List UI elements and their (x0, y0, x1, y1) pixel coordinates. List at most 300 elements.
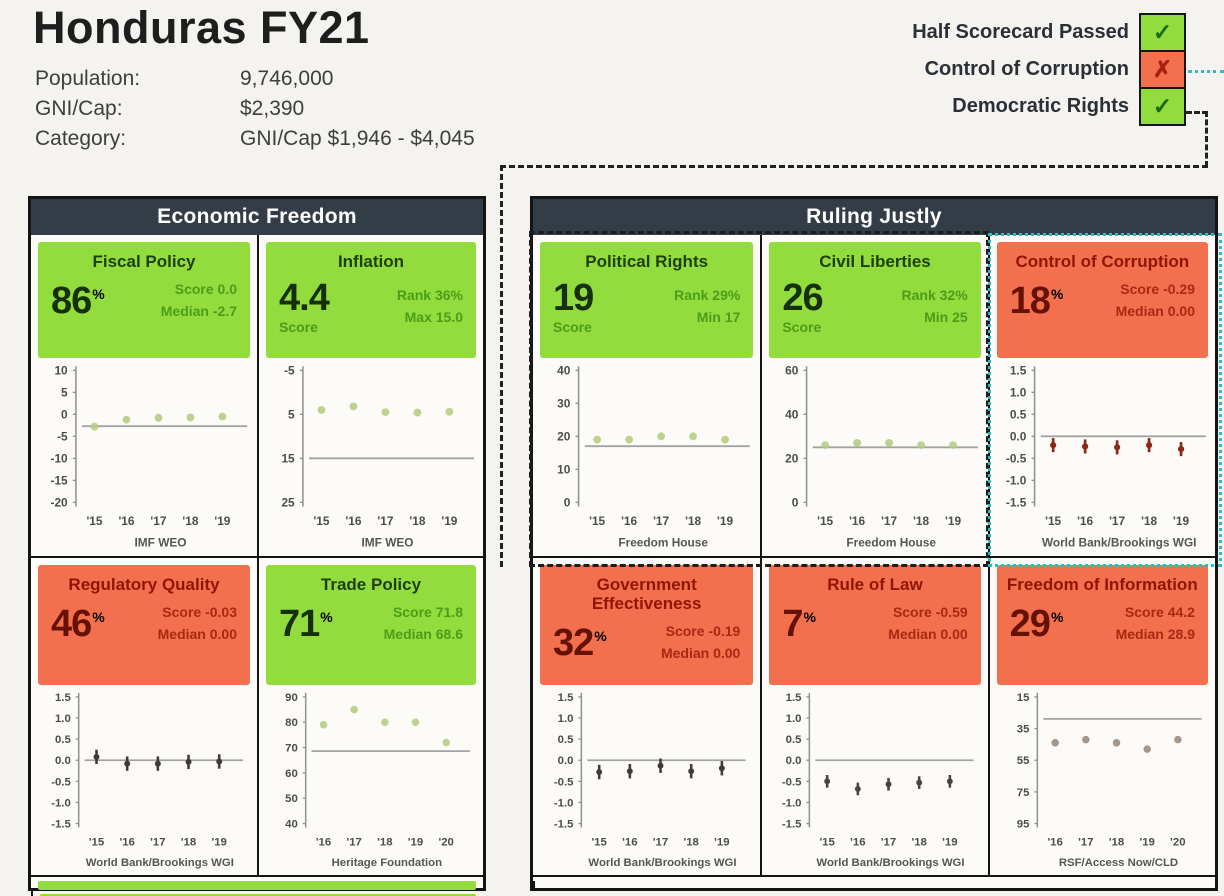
data-point (822, 441, 830, 449)
data-point (350, 402, 358, 410)
indicator-stat-line: Median 0.00 (888, 625, 968, 642)
indicator-stat-lines (1116, 602, 1195, 645)
data-point (155, 761, 161, 767)
sliver-cell (533, 885, 1215, 889)
x-tick-label: '17 (652, 836, 669, 849)
source-label: RSF/Access Now/CLD (1058, 857, 1178, 870)
percentile-suffix: % (92, 608, 105, 625)
badge-row-control-of-corruption (912, 50, 1186, 89)
indicator-stat-line: Median 0.00 (157, 625, 237, 642)
data-point (949, 441, 957, 449)
x-tick-label: '15 (817, 514, 834, 529)
x-tick-label: '16 (119, 836, 135, 849)
x-tick-label: '15 (88, 836, 105, 849)
data-point (186, 759, 192, 765)
indicator-stat-line: Score -0.19 (665, 623, 741, 640)
y-tick-label: -0.5 (782, 776, 802, 789)
data-point (596, 769, 602, 775)
indicator-card-regulatory-quality (38, 565, 250, 685)
source-label: IMF WEO (134, 535, 187, 550)
control-of-corruption-connector-line (1188, 70, 1224, 73)
data-point (318, 406, 326, 414)
indicator-cell-civil-liberties (760, 235, 987, 556)
data-point (412, 718, 420, 726)
x-tick-label: '15 (591, 836, 607, 849)
x-tick-label: '18 (182, 514, 199, 529)
indicator-title: Government Effectiveness (591, 575, 702, 614)
x-tick-label: '19 (1139, 836, 1155, 849)
indicator-value-block (782, 602, 816, 645)
x-tick-label: '20 (438, 836, 454, 849)
y-tick-label: -1.5 (51, 818, 71, 831)
democratic-rights-connector-line (1205, 111, 1208, 167)
indicator-cell-fiscal-policy (31, 235, 257, 556)
data-point (155, 414, 163, 422)
source-label: Freedom House (846, 535, 937, 550)
y-tick-label: 90 (285, 691, 298, 704)
chart-regulatory-quality (31, 685, 257, 875)
chart-rule-of-law (762, 685, 987, 875)
y-tick-label: 0.5 (54, 734, 71, 747)
data-point (445, 408, 453, 416)
y-tick-label: -1.0 (782, 797, 802, 810)
indicator-card-government-effectiveness (540, 565, 753, 685)
check-icon: ✓ (1139, 13, 1186, 52)
y-tick-label: 1.5 (54, 691, 71, 704)
x-tick-label: '18 (1108, 836, 1124, 849)
y-tick-label: -5 (57, 429, 68, 444)
data-point (1114, 444, 1120, 450)
x-tick-label: '17 (150, 514, 167, 529)
chart-civil-liberties (762, 358, 987, 556)
data-point (381, 718, 389, 726)
x-tick-label: '18 (409, 514, 426, 529)
data-point (721, 436, 729, 444)
y-tick-label: -15 (50, 473, 68, 488)
data-point (414, 409, 422, 417)
indicator-value (553, 277, 594, 320)
indicator-number: 46 (51, 602, 92, 645)
y-tick-label: 10 (54, 363, 68, 378)
y-tick-label: 10 (557, 462, 571, 477)
x-tick-label: '15 (86, 514, 103, 529)
next-row-sliver (31, 875, 483, 888)
sparkline-chart (764, 360, 985, 556)
data-point (1082, 443, 1088, 449)
indicator-cell-rule-of-law (760, 558, 987, 875)
indicator-cell-control-of-corruption (988, 235, 1215, 556)
y-tick-label: 60 (785, 363, 799, 378)
y-tick-label: 1.5 (785, 691, 802, 704)
x-tick-label: '16 (849, 514, 866, 529)
y-tick-label: 0.0 (54, 755, 71, 768)
indicator-body (550, 279, 743, 335)
y-tick-label: 0 (792, 495, 799, 510)
y-tick-label: 0 (61, 407, 68, 422)
indicator-body (276, 602, 466, 645)
x-tick-label: '18 (911, 836, 928, 849)
indicator-value-block (1009, 602, 1064, 645)
y-tick-label: -10 (50, 451, 68, 466)
indicator-card-fiscal-policy (38, 242, 250, 358)
y-tick-label: 0.0 (785, 755, 802, 768)
data-point (688, 768, 694, 774)
data-point (854, 439, 862, 447)
x-tick-label: '15 (313, 514, 330, 529)
percentile-suffix: % (1050, 608, 1064, 625)
indicator-value (1009, 602, 1064, 645)
y-tick-label: -0.5 (51, 776, 71, 789)
info-row-gni (35, 94, 475, 124)
data-point (886, 781, 892, 787)
x-tick-label: '16 (1047, 836, 1063, 849)
data-point (382, 408, 390, 416)
y-tick-label: 40 (285, 818, 298, 831)
data-point (627, 768, 633, 774)
indicator-value (553, 621, 607, 664)
x-tick-label: '17 (653, 514, 670, 529)
y-tick-label: 0.0 (1009, 429, 1026, 444)
info-label: GNI/Cap: (35, 97, 123, 120)
chart-political-rights (533, 358, 760, 556)
y-tick-label: 20 (557, 429, 571, 444)
indicator-title: Civil Liberties (819, 252, 931, 271)
indicator-body (276, 279, 466, 335)
x-tick-label: '16 (622, 836, 638, 849)
info-label: Population: (35, 67, 141, 90)
y-tick-label: 40 (785, 407, 799, 422)
card-wrap (259, 558, 483, 685)
card-wrap (762, 235, 987, 358)
y-tick-label: -1.5 (553, 818, 574, 831)
indicator-stat-line: Score 0.0 (174, 281, 237, 298)
sparkline-chart (764, 687, 985, 875)
card-wrap (533, 558, 760, 685)
x-tick-label: '16 (118, 514, 135, 529)
indicator-cell-freedom-of-information (988, 558, 1215, 875)
indicator-stat-lines (902, 285, 968, 328)
y-tick-label: 1.0 (785, 712, 802, 725)
x-tick-label: '18 (685, 514, 702, 529)
data-point (1082, 736, 1090, 744)
indicator-title: Regulatory Quality (68, 575, 220, 594)
x-tick-label: '17 (881, 836, 897, 849)
badge-row-half-scorecard (912, 13, 1186, 52)
data-point (350, 706, 358, 714)
x-tick-label: '18 (1140, 514, 1157, 529)
data-point (1050, 442, 1056, 448)
summary-badges (912, 13, 1186, 126)
y-tick-label: 15 (1016, 691, 1030, 704)
y-tick-label: 50 (285, 793, 298, 806)
x-tick-label: '16 (621, 514, 638, 529)
y-tick-label: 0.5 (785, 734, 802, 747)
percentile-suffix: % (1050, 285, 1064, 302)
indicator-stat-lines (1116, 279, 1195, 322)
x-icon: ✗ (1139, 50, 1186, 89)
democratic-rights-connector-line (500, 165, 1208, 168)
indicator-number: 26 (782, 277, 823, 320)
y-tick-label: 1.5 (1009, 363, 1026, 378)
indicator-value (782, 277, 823, 320)
indicator-stat-line: Score 71.8 (392, 604, 463, 621)
data-point (94, 754, 100, 760)
y-tick-label: 5 (288, 407, 295, 422)
card-wrap (990, 558, 1215, 685)
section-economic-freedom (28, 196, 486, 891)
x-tick-label: '20 (1169, 836, 1186, 849)
x-tick-label: '17 (1108, 514, 1125, 529)
card-wrap (259, 235, 483, 358)
page-title: Honduras FY21 (33, 2, 370, 53)
indicator-stat-line: Min 17 (696, 309, 741, 326)
x-tick-label: '16 (1076, 514, 1093, 529)
x-tick-label: '18 (180, 836, 197, 849)
sparkline-chart (261, 687, 481, 875)
indicator-stat-lines (888, 602, 967, 645)
percentile-suffix: % (594, 627, 607, 644)
indicator-value-block (51, 279, 105, 322)
indicator-stat-line: Score -0.03 (162, 604, 237, 621)
x-tick-label: '15 (1044, 514, 1061, 529)
card-wrap (762, 558, 987, 685)
data-point (123, 416, 131, 424)
sparkline-chart (33, 687, 255, 875)
y-tick-label: 1.0 (1009, 385, 1026, 400)
y-tick-label: -0.5 (553, 776, 574, 789)
indicator-stat-line: Rank 36% (396, 287, 463, 304)
x-tick-label: '18 (913, 514, 930, 529)
indicator-stat-line: Median 28.9 (1115, 625, 1195, 642)
x-tick-label: '19 (717, 514, 734, 529)
y-tick-label: 0.5 (1009, 407, 1026, 422)
sparkline-chart (992, 360, 1213, 556)
indicator-title: Political Rights (585, 252, 709, 271)
democratic-rights-connector-line (1186, 111, 1208, 114)
chart-fiscal-policy (31, 358, 257, 556)
indicator-body (48, 279, 240, 322)
data-point (91, 423, 99, 431)
x-tick-label: '19 (441, 514, 458, 529)
data-point (1143, 745, 1151, 753)
x-tick-label: '19 (1172, 514, 1189, 529)
data-point (1178, 446, 1184, 452)
x-tick-label: '18 (683, 836, 699, 849)
y-tick-label: 0 (563, 495, 571, 510)
indicator-card-trade-policy (266, 565, 476, 685)
data-point (218, 413, 226, 421)
x-tick-label: '17 (346, 836, 362, 849)
next-card-top-edge (38, 881, 476, 890)
indicator-card-freedom-of-information (997, 565, 1208, 685)
y-tick-label: 0.5 (557, 734, 574, 747)
info-row-category (35, 124, 475, 154)
indicator-card-civil-liberties (769, 242, 980, 358)
indicator-number: 29 (1009, 602, 1050, 645)
sparkline-chart (261, 360, 481, 556)
source-label: Freedom House (618, 535, 708, 550)
indicator-row-2 (31, 556, 483, 875)
indicator-stat-line: Score -0.59 (892, 604, 968, 621)
y-tick-label: 1.0 (54, 712, 71, 725)
badge-label: Control of Corruption (924, 58, 1129, 80)
indicator-title: Fiscal Policy (92, 252, 196, 271)
indicator-value (279, 602, 333, 645)
chart-government-effectiveness (533, 685, 760, 875)
indicator-card-inflation (266, 242, 476, 358)
indicator-card-control-of-corruption (997, 242, 1208, 358)
indicator-number: 71 (279, 602, 320, 645)
next-row-sliver (533, 875, 1215, 888)
indicator-stat-line: Median 0.00 (1115, 302, 1195, 319)
y-tick-label: -5 (284, 363, 295, 378)
sparkline-chart (33, 360, 255, 556)
data-point (442, 739, 450, 747)
indicator-value-sublabel: Score (553, 319, 592, 336)
indicator-stat-line: Median 0.00 (660, 644, 741, 661)
indicator-stat-lines (674, 285, 740, 328)
y-tick-label: -1.5 (782, 818, 802, 831)
indicator-stat-lines (384, 602, 463, 645)
source-label: IMF WEO (361, 535, 414, 550)
indicator-stat-line: Min 25 (924, 309, 968, 326)
y-tick-label: 20 (785, 451, 799, 466)
chart-control-of-corruption (990, 358, 1215, 556)
badge-label: Half Scorecard Passed (912, 21, 1129, 43)
indicator-value-block (51, 602, 105, 645)
indicator-body (48, 602, 240, 645)
chart-freedom-of-information (990, 685, 1215, 875)
data-point (855, 786, 861, 792)
indicator-number: 4.4 (279, 277, 329, 320)
indicator-value (1009, 279, 1064, 322)
section-header: Economic Freedom (31, 199, 483, 235)
data-point (1112, 739, 1120, 747)
indicator-stat-line: Max 15.0 (404, 309, 463, 326)
data-point (1146, 442, 1152, 448)
indicator-stat-lines (661, 621, 740, 664)
percentile-suffix: % (803, 608, 816, 625)
indicator-value-block (553, 279, 593, 335)
data-point (320, 721, 328, 729)
y-tick-label: 1.5 (557, 691, 574, 704)
y-tick-label: -1.5 (1005, 495, 1026, 510)
section-header: Ruling Justly (533, 199, 1215, 235)
x-tick-label: '19 (211, 836, 227, 849)
data-point (917, 780, 923, 786)
indicator-value-sublabel: Score (782, 319, 822, 336)
y-tick-label: -0.5 (1005, 451, 1026, 466)
x-tick-label: '19 (945, 514, 962, 529)
y-tick-label: 15 (281, 451, 295, 466)
chart-trade-policy (259, 685, 483, 875)
x-tick-label: '18 (377, 836, 393, 849)
indicator-cell-government-effectiveness (533, 558, 760, 875)
x-tick-label: '19 (942, 836, 958, 849)
indicator-stat-lines (158, 602, 237, 645)
indicator-title: Rule of Law (827, 575, 923, 594)
indicator-number: 18 (1009, 279, 1050, 322)
indicator-value-block (279, 279, 329, 335)
data-point (917, 441, 925, 449)
indicator-title: Freedom of Information (1006, 575, 1198, 594)
indicator-number: 19 (553, 277, 594, 320)
data-point (216, 759, 222, 765)
data-point (886, 439, 894, 447)
indicator-row-1 (31, 235, 483, 556)
source-label: World Bank/Brookings WGI (588, 857, 737, 870)
y-tick-label: 5 (61, 385, 68, 400)
x-tick-label: '17 (377, 514, 394, 529)
indicator-value-block (782, 279, 822, 335)
y-tick-label: 80 (285, 717, 298, 730)
x-tick-label: '16 (315, 836, 332, 849)
indicator-body (1007, 279, 1198, 322)
indicator-title: Control of Corruption (1015, 252, 1190, 271)
section-ruling-justly (530, 196, 1218, 891)
x-tick-label: '15 (819, 836, 836, 849)
indicator-title: Inflation (337, 252, 405, 271)
indicator-number: 7 (782, 602, 803, 645)
indicator-value (782, 602, 816, 645)
percentile-suffix: % (320, 608, 333, 625)
y-tick-label: 35 (1016, 723, 1030, 736)
chart-inflation (259, 358, 483, 556)
info-row-population (35, 64, 475, 94)
check-icon: ✓ (1139, 87, 1186, 126)
indicator-card-rule-of-law (769, 565, 980, 685)
sliver-cell (31, 890, 483, 896)
y-tick-label: 55 (1016, 755, 1030, 768)
y-tick-label: 75 (1016, 786, 1030, 799)
y-tick-label: 1.0 (557, 712, 574, 725)
x-tick-label: '19 (714, 836, 730, 849)
sparkline-chart (535, 360, 758, 556)
indicator-row-2 (533, 556, 1215, 875)
source-label: Heritage Foundation (331, 857, 443, 870)
indicator-stat-line: Median -2.7 (160, 302, 237, 319)
country-info (35, 64, 475, 154)
card-wrap (533, 235, 760, 358)
indicator-stat-lines (161, 279, 237, 322)
indicator-title: Trade Policy (320, 575, 422, 594)
y-tick-label: -20 (50, 495, 68, 510)
indicator-row-1 (533, 235, 1215, 556)
data-point (825, 778, 831, 784)
data-point (1174, 736, 1182, 744)
indicator-stat-line: Score -0.29 (1120, 281, 1195, 298)
sparkline-chart (992, 687, 1213, 875)
indicator-cell-regulatory-quality (31, 558, 257, 875)
y-tick-label: 0.0 (557, 755, 574, 768)
democratic-rights-connector-line (500, 165, 503, 567)
indicator-body (550, 621, 743, 664)
data-point (187, 413, 195, 421)
sliver-cell (31, 877, 483, 890)
info-value: 9,746,000 (240, 67, 334, 90)
data-point (124, 761, 130, 767)
indicator-stat-line: Median 68.6 (383, 625, 463, 642)
indicator-cell-political-rights (533, 235, 760, 556)
y-tick-label: -1.0 (1005, 473, 1026, 488)
badge-label: Democratic Rights (952, 95, 1129, 117)
data-point (689, 432, 697, 440)
y-tick-label: 40 (557, 363, 571, 378)
x-tick-label: '19 (214, 514, 231, 529)
y-tick-label: -1.0 (553, 797, 574, 810)
x-tick-label: '16 (850, 836, 866, 849)
source-label: World Bank/Brookings WGI (816, 857, 965, 870)
